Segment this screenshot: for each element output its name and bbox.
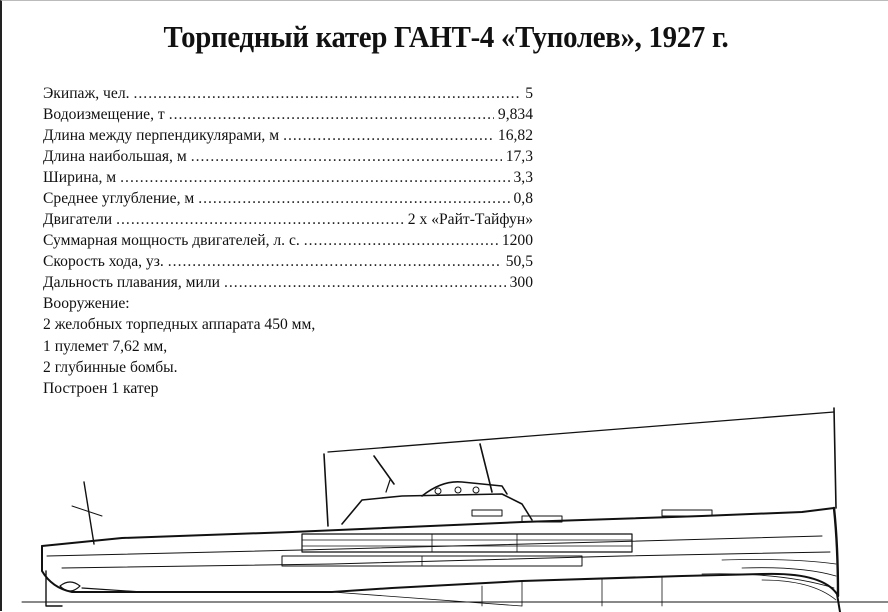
spec-row-range — [43, 272, 533, 293]
dot-leader — [120, 167, 509, 188]
spec-row-speed — [43, 251, 533, 272]
dot-leader — [198, 188, 509, 209]
spec-value: 9,834 — [497, 106, 533, 123]
spec-row-engines — [43, 209, 533, 230]
armament-block — [43, 293, 315, 399]
spec-value: 0,8 — [513, 190, 533, 207]
spec-value: 300 — [509, 274, 533, 291]
spec-row-power — [43, 230, 533, 251]
armament-item: 2 желобных торпедных аппарата 450 мм, — [43, 316, 316, 334]
spec-row-beam — [43, 167, 533, 188]
spec-label: Экипаж, чел. — [43, 85, 130, 102]
dot-leader — [224, 272, 506, 293]
dot-leader — [283, 125, 494, 146]
dot-leader — [134, 83, 522, 104]
dot-leader — [191, 146, 502, 167]
spec-label: Суммарная мощность двигателей, л. с. — [43, 232, 300, 249]
spec-value: 2 х «Райт-Тайфун» — [407, 211, 533, 228]
spec-row-length-pp — [43, 125, 533, 146]
spec-value: 50,5 — [505, 253, 533, 270]
spec-row-crew — [43, 83, 533, 104]
dot-leader — [116, 209, 404, 230]
spec-label: Водоизмещение, т — [43, 106, 165, 123]
armament-item: 2 глубинные бомбы. — [43, 358, 178, 376]
spec-label: Двигатели — [43, 211, 113, 228]
dot-leader — [304, 230, 498, 251]
spec-row-length-overall — [43, 146, 533, 167]
spec-value: 16,82 — [497, 127, 533, 144]
spec-value: 17,3 — [505, 148, 533, 165]
dot-leader — [168, 251, 502, 272]
armament-heading: Вооружение: — [43, 295, 130, 312]
boat-side-view-drawing — [2, 396, 888, 612]
spec-row-displacement — [43, 104, 533, 125]
dot-leader — [169, 104, 494, 125]
spec-label: Скорость хода, уз. — [43, 253, 164, 270]
spec-label: Ширина, м — [43, 169, 117, 186]
built-note: Построен 1 катер — [43, 380, 159, 398]
spec-value: 5 — [525, 85, 533, 102]
spec-value: 3,3 — [513, 169, 533, 186]
page-title: Торпедный катер ГАНТ-4 «Туполев», 1927 г. — [163, 19, 729, 54]
spec-value: 1200 — [501, 232, 533, 249]
spec-label: Среднее углубление, м — [43, 190, 195, 207]
spec-list — [43, 83, 533, 293]
spec-label: Длина наибольшая, м — [43, 148, 187, 165]
armament-item: 1 пулемет 7,62 мм, — [43, 337, 168, 355]
spec-label: Дальность плавания, мили — [43, 274, 220, 291]
spec-label: Длина между перпендикулярами, м — [43, 127, 280, 144]
spec-row-draft — [43, 188, 533, 209]
